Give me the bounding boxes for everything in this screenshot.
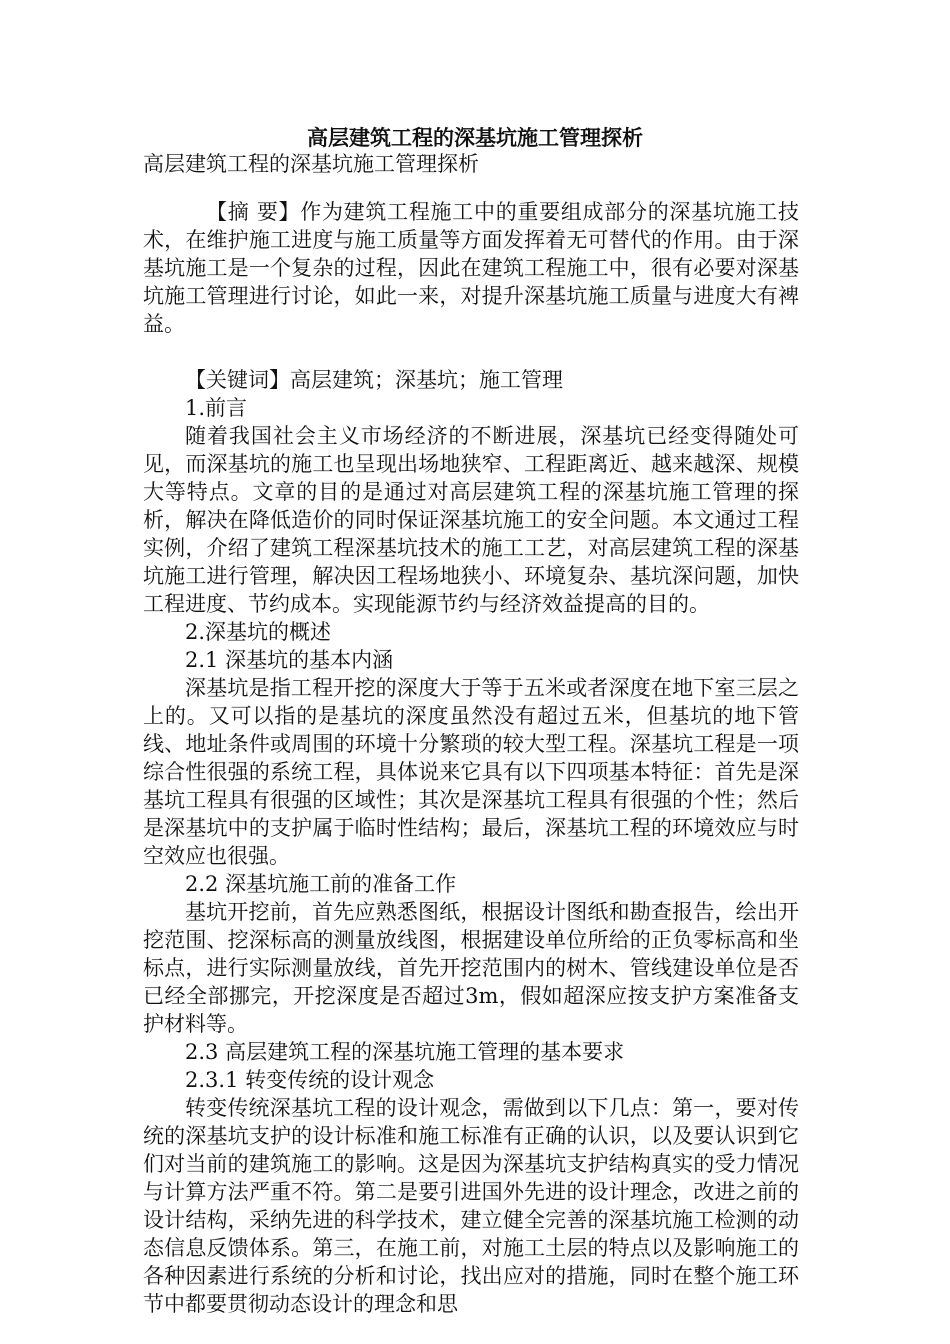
abstract-paragraph: 【摘 要】作为建筑工程施工中的重要组成部分的深基坑施工技术，在维护施工进度与施工质量等方面发挥着无可替代的作用。由于深基坑施工是一个复杂的过程，因此在建筑工程施工中，很有必要对深基坑施工管理进行讨论，如此一来，对提升深基坑施工质量与进度大有裨益。 [143, 200, 799, 336]
section-heading-overview: 2.深基坑的概述 [185, 620, 332, 644]
blank-line [143, 338, 799, 366]
paragraph-2-2: 基坑开挖前，首先应熟悉图纸，根据设计图纸和勘查报告，绘出开挖范围、挖深标高的测量放线图，根据建设单位所给的正负零标高和坐标点，进行实际测量放线，首先开挖范围内的树木、管线建设单位是否已经全部挪完，开挖深度是否超过3m，假如超深应按支护方案准备支护材料等。 [143, 900, 799, 1036]
subsection-heading-2-3-1: 2.3.1 转变传统的设计观念 [185, 1068, 435, 1092]
document-body [143, 198, 799, 1318]
section-heading-intro: 1.前言 [185, 396, 248, 420]
keywords-line: 【关键词】高层建筑；深基坑；施工管理 [185, 368, 563, 392]
intro-paragraph: 随着我国社会主义市场经济的不断进展，深基坑已经变得随处可见，而深基坑的施工也呈现出场地狭窄、工程距离近、越来越深、规模大等特点。文章的目的是通过对高层建筑工程的深基坑施工管理的探析，解决在降低造价的同时保证深基坑施工的安全问题。本文通过工程实例，介绍了建筑工程深基坑技术的施工工艺，对高层建筑工程的深基坑施工进行管理，解决因工程场地狭小、环境复杂、基坑深问题，加快工程进度、节约成本。实现能源节约与经济效益提高的目的。 [143, 424, 799, 616]
document-title: 高层建筑工程的深基坑施工管理探析 [307, 125, 643, 150]
paragraph-2-3-1: 转变传统深基坑工程的设计观念，需做到以下几点：第一，要对传统的深基坑支护的设计标准和施工标准有正确的认识，以及要认识到它们对当前的建筑施工的影响。这是因为深基坑支护结构真实的受力情况与计算方法严重不符。第二是要引进国外先进的设计理念，改进之前的设计结构，采纳先进的科学技术，建立健全完善的深基坑施工检测的动态信息反馈体系。第三，在施工前，对施工土层的特点以及影响施工的各种因素进行系统的分析和讨论，找出应对的措施，同时在整个施工环节中都要贯彻动态设计的理念和思 [143, 1096, 799, 1316]
subsection-heading-2-1: 2.1 深基坑的基本内涵 [185, 648, 394, 672]
document-subtitle: 高层建筑工程的深基坑施工管理探析 [143, 152, 479, 176]
paragraph-2-1: 深基坑是指工程开挖的深度大于等于五米或者深度在地下室三层之上的。又可以指的是基坑的深度虽然没有超过五米，但基坑的地下管线、地址条件或周围的环境十分繁琐的较大型工程。深基坑工程是一项综合性很强的系统工程，具体说来它具有以下四项基本特征：首先是深基坑工程具有很强的区域性；其次是深基坑工程具有很强的个性；然后是深基坑中的支护属于临时性结构；最后，深基坑工程的环境效应与时空效应也很强。 [143, 676, 799, 868]
subsection-heading-2-2: 2.2 深基坑施工前的准备工作 [185, 872, 457, 896]
subsection-heading-2-3: 2.3 高层建筑工程的深基坑施工管理的基本要求 [185, 1040, 625, 1064]
